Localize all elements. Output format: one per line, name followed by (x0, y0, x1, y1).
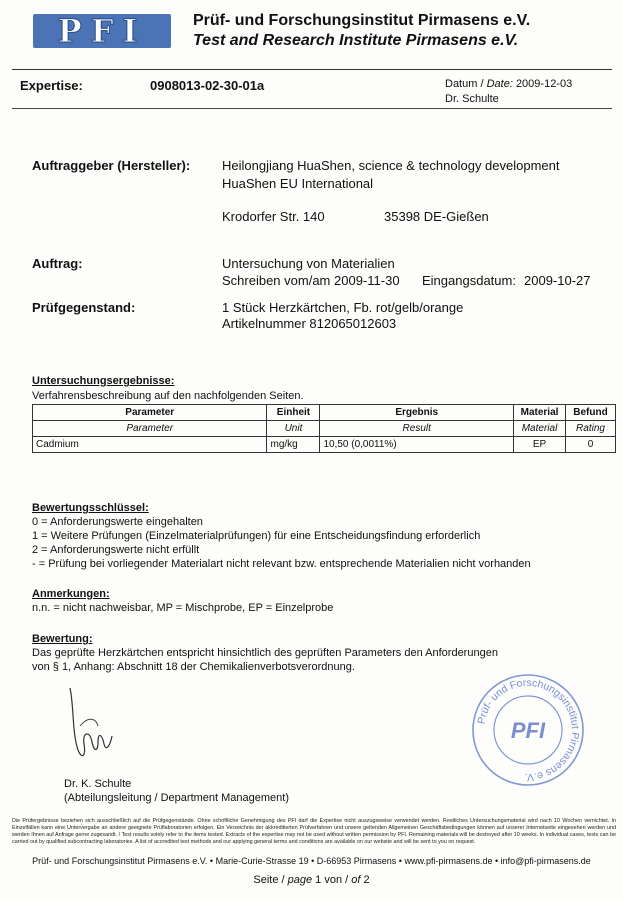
expertise-number: 0908013-02-30-01a (150, 78, 265, 93)
evaluation-key-heading: Bewertungsschlüssel: (32, 502, 149, 514)
logo-text: PFI (57, 12, 147, 50)
cell-material: EP (514, 437, 566, 453)
page-total: 2 (363, 874, 370, 886)
institute-name-de: Prüf- und Forschungsinstitut Pirmasens e.V. (193, 12, 531, 29)
col-parameter-en: Parameter (33, 421, 267, 437)
col-unit-en: Unit (267, 421, 320, 437)
header-divider (12, 69, 612, 70)
col-material: Material (514, 405, 566, 421)
evaluation-key-item: 0 = Anforderungswerte eingehalten (32, 516, 203, 528)
date-value: 2009-12-03 (515, 78, 573, 90)
test-object-line2: Artikelnummer 812065012603 (222, 316, 397, 331)
results-heading: Untersuchungsergebnisse: (32, 375, 175, 387)
cell-result: 10,50 (0,0011%) (320, 437, 514, 453)
test-object-line1: 1 Stück Herzkärtchen, Fb. rot/gelb/orange (222, 300, 464, 315)
test-object-label: Prüfgegenstand: (32, 300, 136, 315)
page-number (0, 874, 623, 886)
svg-text:Prüf- und Forschungsinstitut P: Prüf- und Forschungsinstitut Pirmasens e.V. (475, 676, 582, 784)
letter-label: Schreiben vom/am (222, 273, 331, 288)
order-line1: Untersuchung von Materialien (222, 256, 395, 271)
cell-parameter: Cadmium (33, 437, 267, 453)
evaluation-key-item: 2 = Anforderungswerte nicht erfüllt (32, 544, 200, 556)
signatory-role: (Abteilungsleitung / Department Management) (64, 792, 290, 804)
received-label: Eingangsdatum: (422, 273, 516, 288)
cell-rating: 0 (566, 437, 616, 453)
results-intro: Verfahrensbeschreibung auf den nachfolgenden Seiten. (32, 390, 304, 402)
col-unit: Einheit (267, 405, 320, 421)
order-label: Auftrag: (32, 256, 83, 271)
remarks-heading: Anmerkungen: (32, 588, 110, 600)
page-label-de: Seite / (253, 874, 285, 886)
pfi-logo (33, 14, 171, 48)
client-line2: HuaShen EU International (222, 176, 374, 191)
assessment-heading: Bewertung: (32, 633, 93, 645)
page-of-en: of (351, 874, 361, 886)
institute-name-en: Test and Research Institute Pirmasens e.V. (193, 32, 519, 49)
col-rating-en: Rating (566, 421, 616, 437)
assessment-line2: von § 1, Anhang: Abschnitt 18 der Chemikalienverbotsverordnung. (32, 661, 355, 673)
stamp-center-text: PFI (510, 718, 546, 743)
page-label-en: page (287, 874, 313, 886)
table-row (33, 437, 616, 453)
col-material-en: Material (514, 421, 566, 437)
table-subheader-row (33, 421, 616, 437)
col-parameter: Parameter (33, 405, 267, 421)
footer-fine-print: Die Prüfergebnisse beziehen sich ausschließlich auf die Prüfgegenstände. Ohne schriftliche Genehmigung des PFI darf die Expertise nicht auszugsweise verwendet werden. Restliches Untersuchungsmaterial wird nach 10 Wochen vernichtet. In Einzelfällen kann eine Untervergabe an andere geeignete Prüflaboratorien erfolgen. Ein Verzeichnis der akkreditierten Prüfverfahren und unsere geltenden Allgemeinen Geschäftsbedingungen können auf unserer Internetseite eingesehen werden und werden Ihnen auf Anfrage gerne zugesandt. / Test results solely refer to the items tested. Extracts of the expertise may not be used without written permission by PFI. Remaining materials will be destroyed after 10 weeks. In individual cases, tests can be carried out by qualified subcontracting laboratories. A list of accredited test methods and our applying general terms and conditions are available on our website and will be sent to you on request. (12, 818, 616, 845)
evaluation-key-item: 1 = Weitere Prüfungen (Einzelmaterialprüfungen) für eine Entscheidungsfindung erforderlich (32, 530, 481, 542)
remarks-text: n.n. = nicht nachweisbar, MP = Mischprobe, EP = Einzelprobe (32, 602, 334, 614)
received-date: 2009-10-27 (524, 273, 591, 288)
expertise-label: Expertise: (20, 78, 83, 93)
order-letter (222, 273, 400, 288)
page-current: 1 von / (315, 874, 349, 886)
institute-stamp (470, 672, 586, 788)
col-result: Ergebnis (320, 405, 514, 421)
signatory-name: Dr. K. Schulte (64, 778, 132, 790)
date-label-de: Datum / (445, 78, 484, 90)
col-rating: Befund (566, 405, 616, 421)
client-city: 35398 DE-Gießen (384, 209, 489, 224)
author: Dr. Schulte (445, 93, 499, 105)
assessment-line1: Das geprüfte Herzkärtchen entspricht hinsichtlich des geprüften Parameters den Anforderungen (32, 647, 498, 659)
col-result-en: Result (320, 421, 514, 437)
client-label: Auftraggeber (Hersteller): (32, 158, 191, 173)
letter-date: 2009-11-30 (334, 273, 400, 288)
evaluation-key-item: - = Prüfung bei vorliegender Materialart nicht relevant bzw. entsprechende Materialien nicht vorhanden (32, 558, 531, 570)
client-line1: Heilongjiang HuaShen, science & technology development (222, 158, 560, 173)
footer-address: Prüf- und Forschungsinstitut Pirmasens e.V. • Marie-Curie-Strasse 19 • D-66953 Pirmasens • www.pfi-pirmasens.de • info@pfi-pirmasens.de (32, 856, 591, 866)
handwritten-signature (62, 686, 132, 770)
table-header-row (33, 405, 616, 421)
date-label-en: Date: (486, 78, 513, 90)
client-street: Krodorfer Str. 140 (222, 209, 325, 224)
cell-unit: mg/kg (267, 437, 320, 453)
results-table (32, 404, 616, 453)
report-date (445, 78, 572, 90)
meta-divider (12, 108, 612, 109)
